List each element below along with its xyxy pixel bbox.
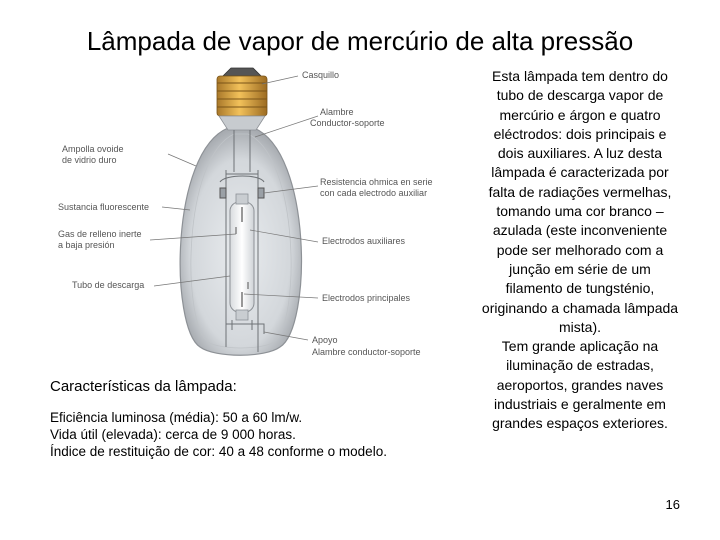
description-paragraph-2: Tem grande aplicação na iluminação de estradas, aeroportos, grandes naves industriais e geralmente em grandes espaços exteriores. — [492, 338, 668, 432]
characteristic-efficiency: Eficiência luminosa (média): 50 a 60 lm/w. — [50, 410, 303, 425]
label-resistencia-1: Resistencia ohmica en serie — [320, 177, 433, 187]
slide-title: Lâmpada de vapor de mercúrio de alta pressão — [86, 26, 634, 56]
label-apoyo: Apoyo — [312, 335, 338, 345]
lamp-illustration — [50, 62, 470, 362]
label-electrodos-principales: Electrodos principales — [322, 293, 411, 303]
characteristics-title: Características da lâmpada: — [50, 378, 237, 395]
label-alambre: Alambre — [320, 107, 354, 117]
characteristic-lifetime: Vida útil (elevada): cerca de 9 000 horas. — [50, 427, 296, 442]
page-number: 16 — [665, 497, 680, 512]
label-casquillo: Casquillo — [302, 70, 340, 80]
lamp-characteristics — [50, 378, 470, 460]
screw-cap — [217, 68, 267, 130]
lamp-diagram — [50, 62, 470, 362]
lamp-description — [480, 67, 680, 434]
description-paragraph-1: Esta lâmpada tem dentro do tubo de descarga vapor de mercúrio e árgon e quatro eléctrodos: dois principais e dois auxiliares. A luz desta lâmpada é caracterizada por falta de radiações vermelhas, tomando uma cor branco – azulada (este inconveniente pode ser melhorado com a junção em série de um filamento de tungsténio, originando a chamada lâmpada mista). — [481, 68, 679, 335]
label-resistencia-2: con cada electrodo auxiliar — [320, 188, 428, 198]
characteristic-color-index: Índice de restituição de cor: 40 a 48 conforme o modelo. — [50, 444, 387, 459]
label-alambre-conductor-soporte: Alambre conductor-soporte — [312, 347, 421, 357]
label-tubo-descarga: Tubo de descarga — [72, 280, 145, 290]
label-gas-2: a baja presión — [58, 240, 115, 250]
discharge-tube — [230, 194, 254, 320]
label-ampolla-1: Ampolla ovoide — [62, 144, 124, 154]
label-sustancia: Sustancia fluorescente — [58, 202, 150, 212]
label-electrodos-auxiliares: Electrodos auxiliares — [322, 236, 406, 246]
label-conductor-soporte: Conductor-soporte — [310, 118, 385, 128]
label-gas-1: Gas de relleno inerte — [58, 229, 142, 239]
label-ampolla-2: de vidrio duro — [62, 155, 117, 165]
